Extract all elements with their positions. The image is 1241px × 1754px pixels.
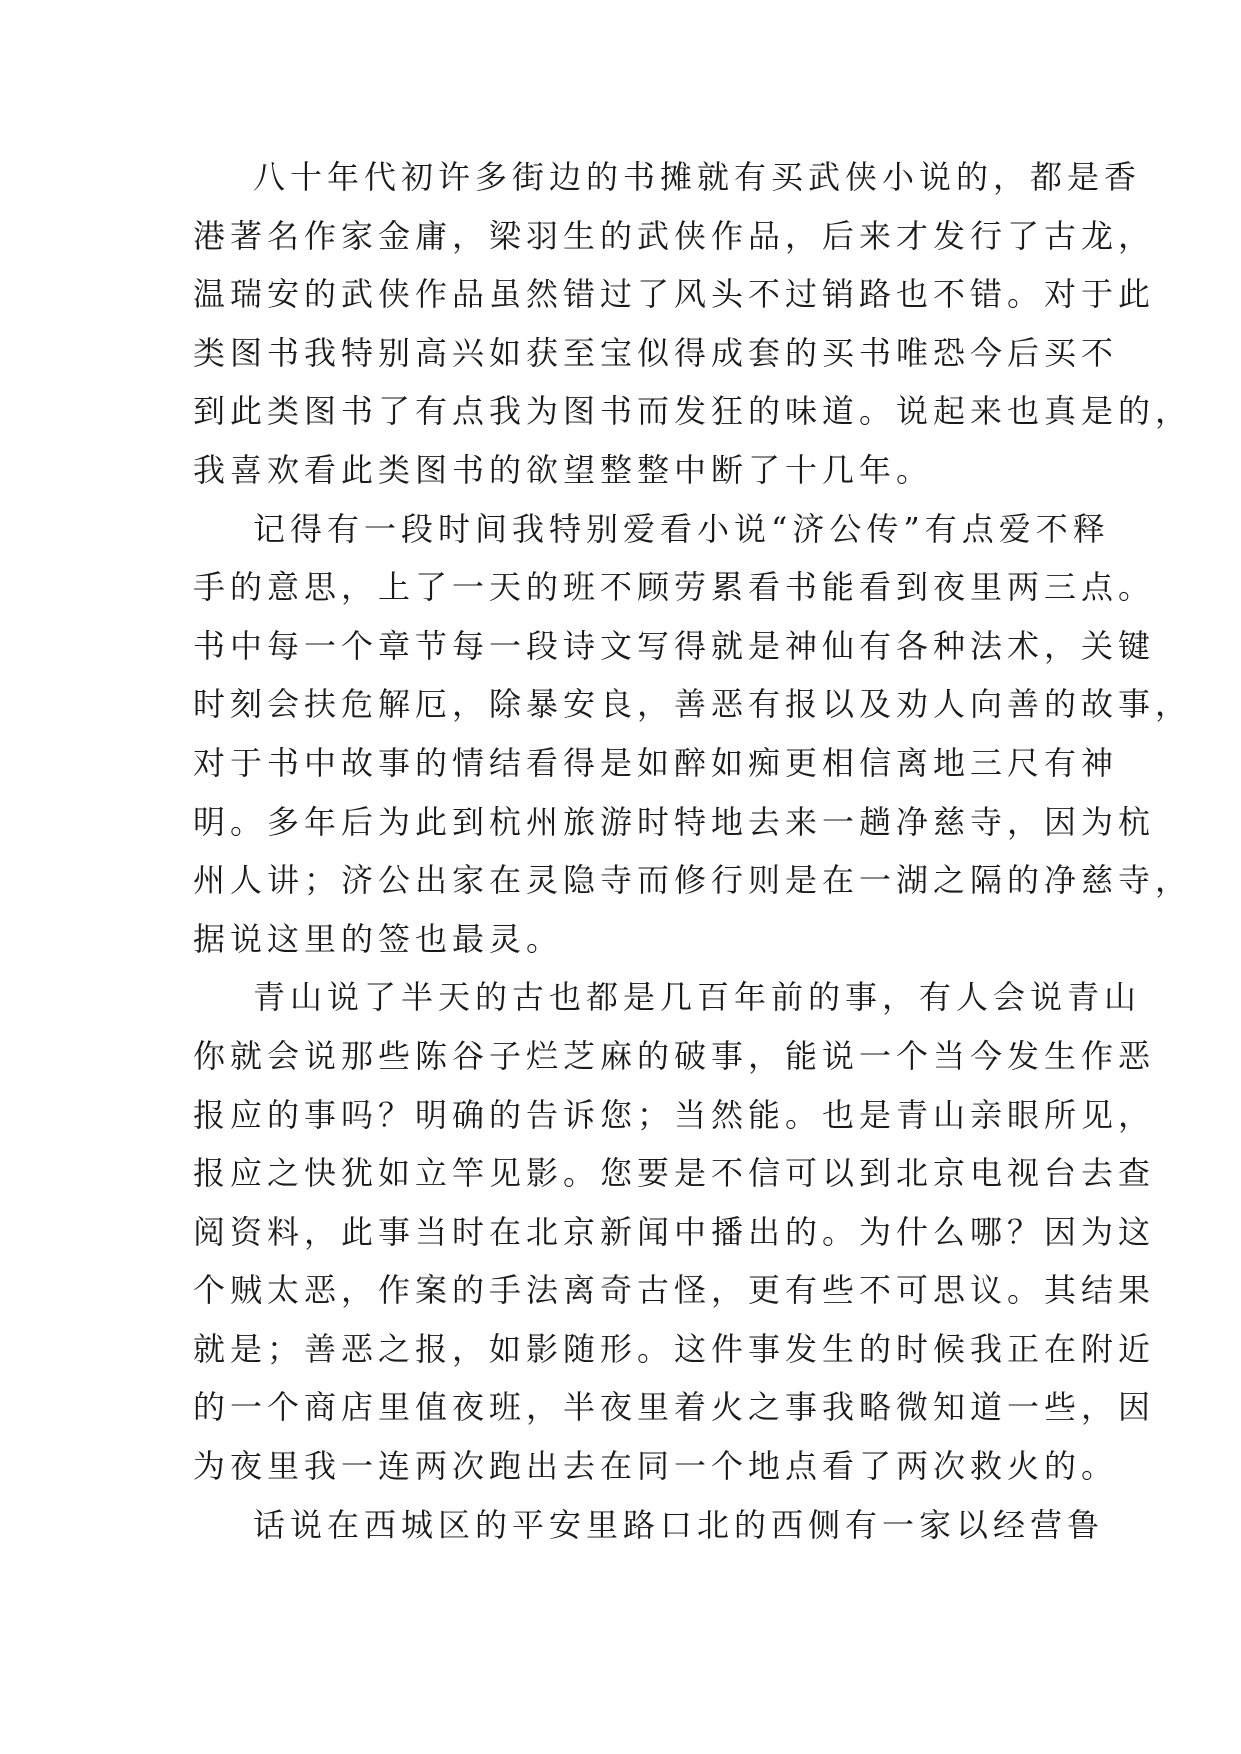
text-line: 到此类图书了有点我为图书而发狂的味道。说起来也真是的， (193, 392, 1193, 431)
text-line: 个贼太恶，作案的手法离奇古怪，更有些不可思议。其结果 (193, 1271, 1156, 1310)
text-line: 温瑞安的武侠作品虽然错过了风头不过销路也不错。对于此 (193, 275, 1156, 314)
paragraph (193, 148, 1193, 500)
text-line: 阅资料，此事当时在北京新闻中播出的。为什么哪？因为这 (193, 1212, 1156, 1251)
text-line: 州人讲；济公出家在灵隐寺而修行则是在一湖之隔的净慈寺， (193, 861, 1193, 900)
text-line: 报应之快犹如立竿见影。您要是不信可以到北京电视台去查 (193, 1154, 1156, 1193)
text-line: 报应的事吗？明确的告诉您；当然能。也是青山亲眼所见， (193, 1095, 1156, 1134)
text-line: 记得有一段时间我特别爱看小说“济公传”有点爱不释 (253, 509, 1110, 548)
text-line: 书中每一个章节每一段诗文写得就是神仙有各种法术，关键 (193, 626, 1156, 665)
text-line: 对于书中故事的情结看得是如醉如痴更相信离地三尺有神 (193, 743, 1119, 782)
paragraph (193, 500, 1193, 969)
text-line: 时刻会扶危解厄，除暴安良，善恶有报以及劝人向善的故事， (193, 685, 1193, 724)
paragraph (193, 968, 1156, 1495)
text-line: 你就会说那些陈谷子烂芝麻的破事，能说一个当今发生作恶 (193, 1036, 1156, 1075)
text-line: 青山说了半天的古也都是几百年前的事，有人会说青山 (253, 978, 1142, 1017)
body-text (193, 148, 1193, 1554)
text-line: 就是；善恶之报，如影随形。这件事发生的时候我正在附近 (193, 1329, 1156, 1368)
text-line: 手的意思，上了一天的班不顾劳累看书能看到夜里两三点。 (193, 568, 1156, 607)
text-line: 话说在西城区的平安里路口北的西侧有一家以经营鲁 (253, 1505, 1105, 1544)
text-line: 的一个商店里值夜班，半夜里着火之事我略微知道一些，因 (193, 1388, 1156, 1427)
text-line: 据说这里的签也最灵。 (193, 919, 564, 958)
text-line: 港著名作家金庸，梁羽生的武侠作品，后来才发行了古龙， (193, 216, 1156, 255)
text-line: 类图书我特别高兴如获至宝似得成套的买书唯恐今后买不 (193, 333, 1119, 372)
text-line: 为夜里我一连两次跑出去在同一个地点看了两次救火的。 (193, 1447, 1119, 1486)
text-line: 明。多年后为此到杭州旅游时特地去来一趟净慈寺，因为杭 (193, 802, 1156, 841)
text-line: 我喜欢看此类图书的欲望整整中断了十几年。 (193, 450, 934, 489)
paragraph (193, 1496, 1105, 1555)
text-line: 八十年代初许多街边的书摊就有买武侠小说的，都是香 (253, 158, 1142, 196)
